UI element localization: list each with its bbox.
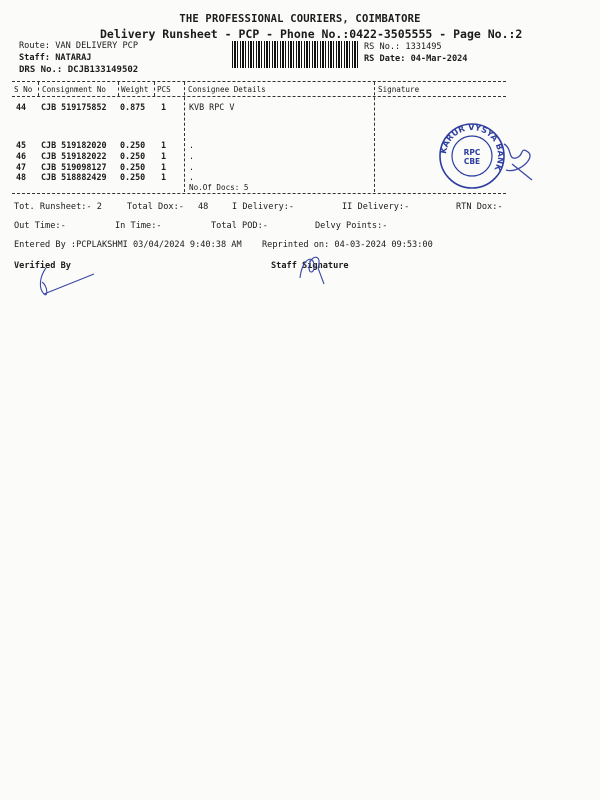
drs-number: DRS No.: DCJB133149502 [19,65,139,75]
stamp-inner-rpc: RPC [463,148,481,157]
barcode-image [232,41,358,68]
row-sno: 47 [16,162,27,172]
staff-label: Staff: NATARAJ [19,53,92,63]
tot-runsheet: Tot. Runsheet:- 2 [14,202,102,212]
verified-by-label: Verified By [14,261,71,271]
row-consignment: CJB 518882429 [41,172,107,182]
col-header-consignment: Consignment No [42,85,107,94]
total-dox-value: 48 [198,202,209,212]
row-sno: 48 [16,172,27,182]
rs-date: RS Date: 04-Mar-2024 [364,54,468,64]
row-sno: 44 [16,102,27,112]
row-weight: 0.250 [120,140,146,150]
stamp-inner-cbe: CBE [463,157,481,166]
row-weight: 0.250 [120,162,146,172]
col-header-pcs: PCS [157,85,171,94]
i-delivery: I Delivery:- [232,202,295,212]
row-pcs: 1 [161,172,167,182]
stamp-outer-text: KARUR VYSYA BANK [438,122,506,173]
out-time: Out Time:- [14,221,66,231]
row-consignment: CJB 519182022 [41,151,107,161]
staff-signature-label: Staff Signature [271,261,349,271]
row-pcs: 1 [161,140,167,150]
table-header-rule [12,96,506,97]
col-header-sno: S No [14,85,33,94]
row-pcs: 1 [161,102,167,112]
entered-by: Entered By :PCPLAKSHMI 03/04/2024 9:40:38 AM [14,240,242,250]
row-sno: 45 [16,140,27,150]
bank-stamp-seal [438,122,506,190]
row-pcs: 1 [161,151,167,161]
reprinted-on: Reprinted on: 04-03-2024 09:53:00 [262,240,433,250]
company-title: THE PROFESSIONAL COURIERS, COIMBATORE [179,13,421,25]
row-consignee: . [189,172,195,182]
row-consignment: CJB 519182020 [41,140,107,150]
rtn-dox: RTN Dox:- [456,202,503,212]
verified-signature-scribble [34,266,104,300]
col-header-consignee: Consignee Details [188,85,266,94]
row-consignee: . [189,151,195,161]
col-header-signature: Signature [378,85,420,94]
total-dox-label: Total Dox:- [127,202,184,212]
staff-signature-scribble [292,250,332,288]
row-consignment: CJB 519098127 [41,162,107,172]
row-weight: 0.875 [120,102,146,112]
docs-count: No.Of Docs: 5 [189,183,249,192]
row-weight: 0.250 [120,151,146,161]
total-pod: Total POD:- [211,221,268,231]
runsheet-subtitle: Delivery Runsheet - PCP - Phone No.:0422-3505555 - Page No.:2 [100,27,523,41]
rs-number: RS No.: 1331495 [364,42,442,52]
row-pcs: 1 [161,162,167,172]
row-consignee: KVB RPC V [189,102,235,112]
table-bottom-rule [12,193,506,194]
row-weight: 0.250 [120,172,146,182]
signature-column-rule [374,82,375,192]
consignee-column-rule [184,82,185,192]
row-consignee: . [189,140,195,150]
table-top-rule [12,81,506,82]
in-time: In Time:- [115,221,162,231]
row-sno: 46 [16,151,27,161]
row-consignee: . [189,162,195,172]
stamp-signature-scribble [498,140,538,186]
delvy-points: Delvy Points:- [315,221,388,231]
row-consignment: CJB 519175852 [41,102,107,112]
ii-delivery: II Delivery:- [342,202,410,212]
route-label: Route: VAN DELIVERY PCP [19,41,138,51]
col-header-weight: Weight [121,85,149,94]
